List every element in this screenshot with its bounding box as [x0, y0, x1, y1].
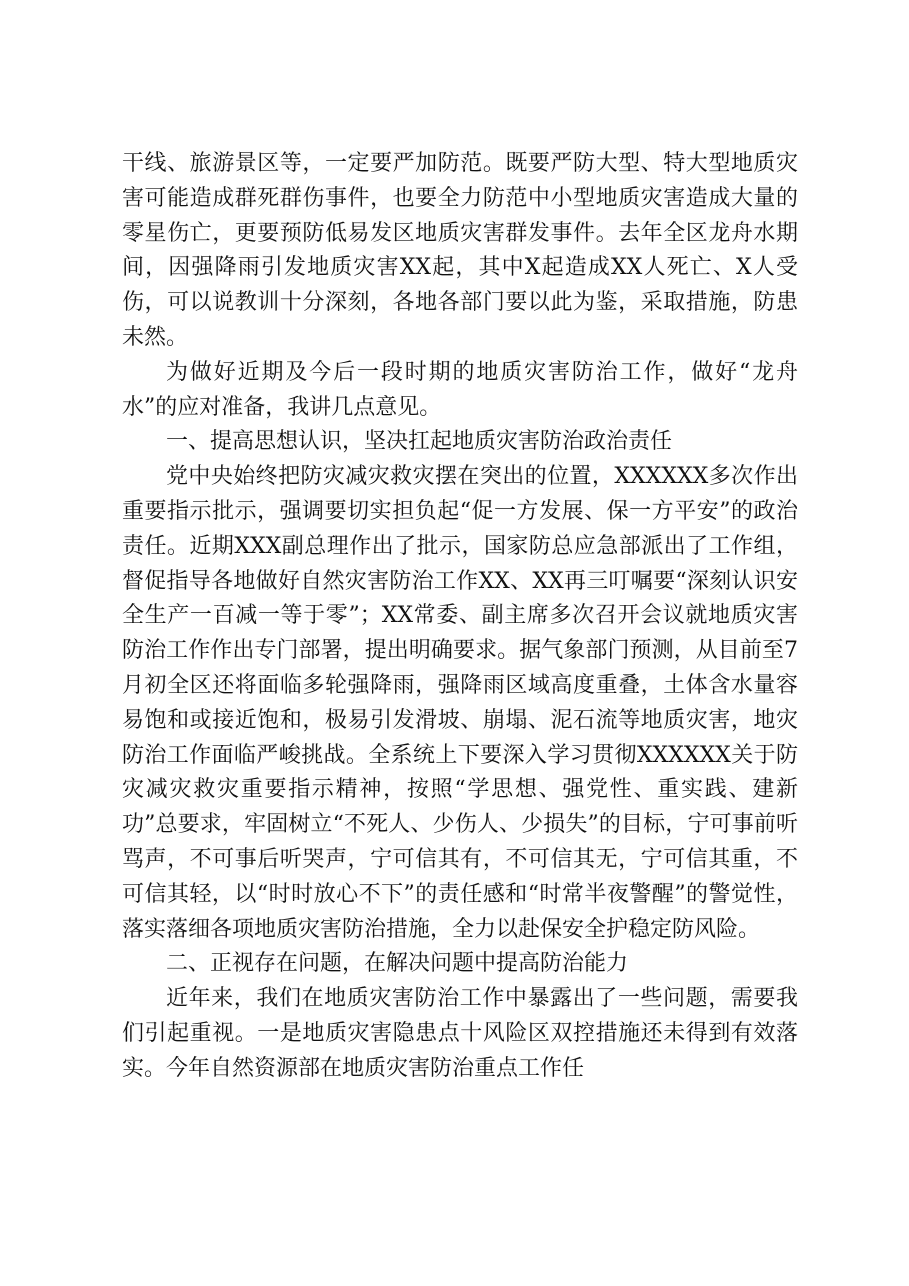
paragraph-continuation: 干线、旅游景区等，一定要严加防范。既要严防大型、特大型地质灾害可能造成群死群伤事件，也要全力防范中小型地质灾害造成大量的零星伤亡，更要预防低易发区地质灾害群发事件。去年全区龙舟水期间，因强降雨引发地质灾害XX起，其中X起造成XX人死亡、X人受伤，可以说教训十分深刻，各地各部门要以此为鉴，采取措施，防患未然。 — [122, 151, 798, 350]
paragraph-section-2: 近年来，我们在地质灾害防治工作中暴露出了一些问题，需要我们引起重视。一是地质灾害隐患点十风险区双控措施还未得到有效落实。今年自然资源部在地质灾害防治重点工作任 — [122, 986, 798, 1081]
paragraph-section-1: 党中央始终把防灾减灾救灾摆在突出的位置，XXXXXX多次作出重要指示批示，强调要切实担负起“促一方发展、保一方平安”的政治责任。近期XXX副总理作出了批示，国家防总应急部派出了工作组，督促指导各地做好自然灾害防治工作XX、XX再三叮嘱要“深刻认识安全生产一百减一等于零”；XX常委、副主席多次召开会议就地质灾害防治工作作出专门部署，提出明确要求。据气象部门预测，从目前至7月初全区还将面临多轮强降雨，强降雨区域高度重叠，土体含水量容易饱和或接近饱和，极易引发滑坡、崩塌、泥石流等地质灾害，地灾防治工作面临严峻挑战。全系统上下要深入学习贯彻XXXXXX关于防灾减灾救灾重要指示精神，按照“学思想、强党性、重实践、建新功”总要求，牢固树立“不死人、少伤人、少损失”的目标，宁可事前听骂声，不可事后听哭声，宁可信其有，不可信其无，宁可信其重，不可信其轻，以“时时放心不下”的责任感和“时常半夜警醒”的警觉性，落实落细各项地质灾害防治措施，全力以赴保安全护稳定防风险。 — [122, 464, 798, 942]
document-body — [122, 147, 798, 1087]
section-heading-2: 二、正视存在问题，在解决问题中提高防治能力 — [166, 951, 629, 977]
section-heading-1: 一、提高思想认识，坚决扛起地质灾害防治政治责任 — [166, 429, 673, 455]
paragraph-intro: 为做好近期及今后一段时期的地质灾害防治工作，做好“龙舟水”的应对准备，我讲几点意见。 — [122, 359, 798, 420]
